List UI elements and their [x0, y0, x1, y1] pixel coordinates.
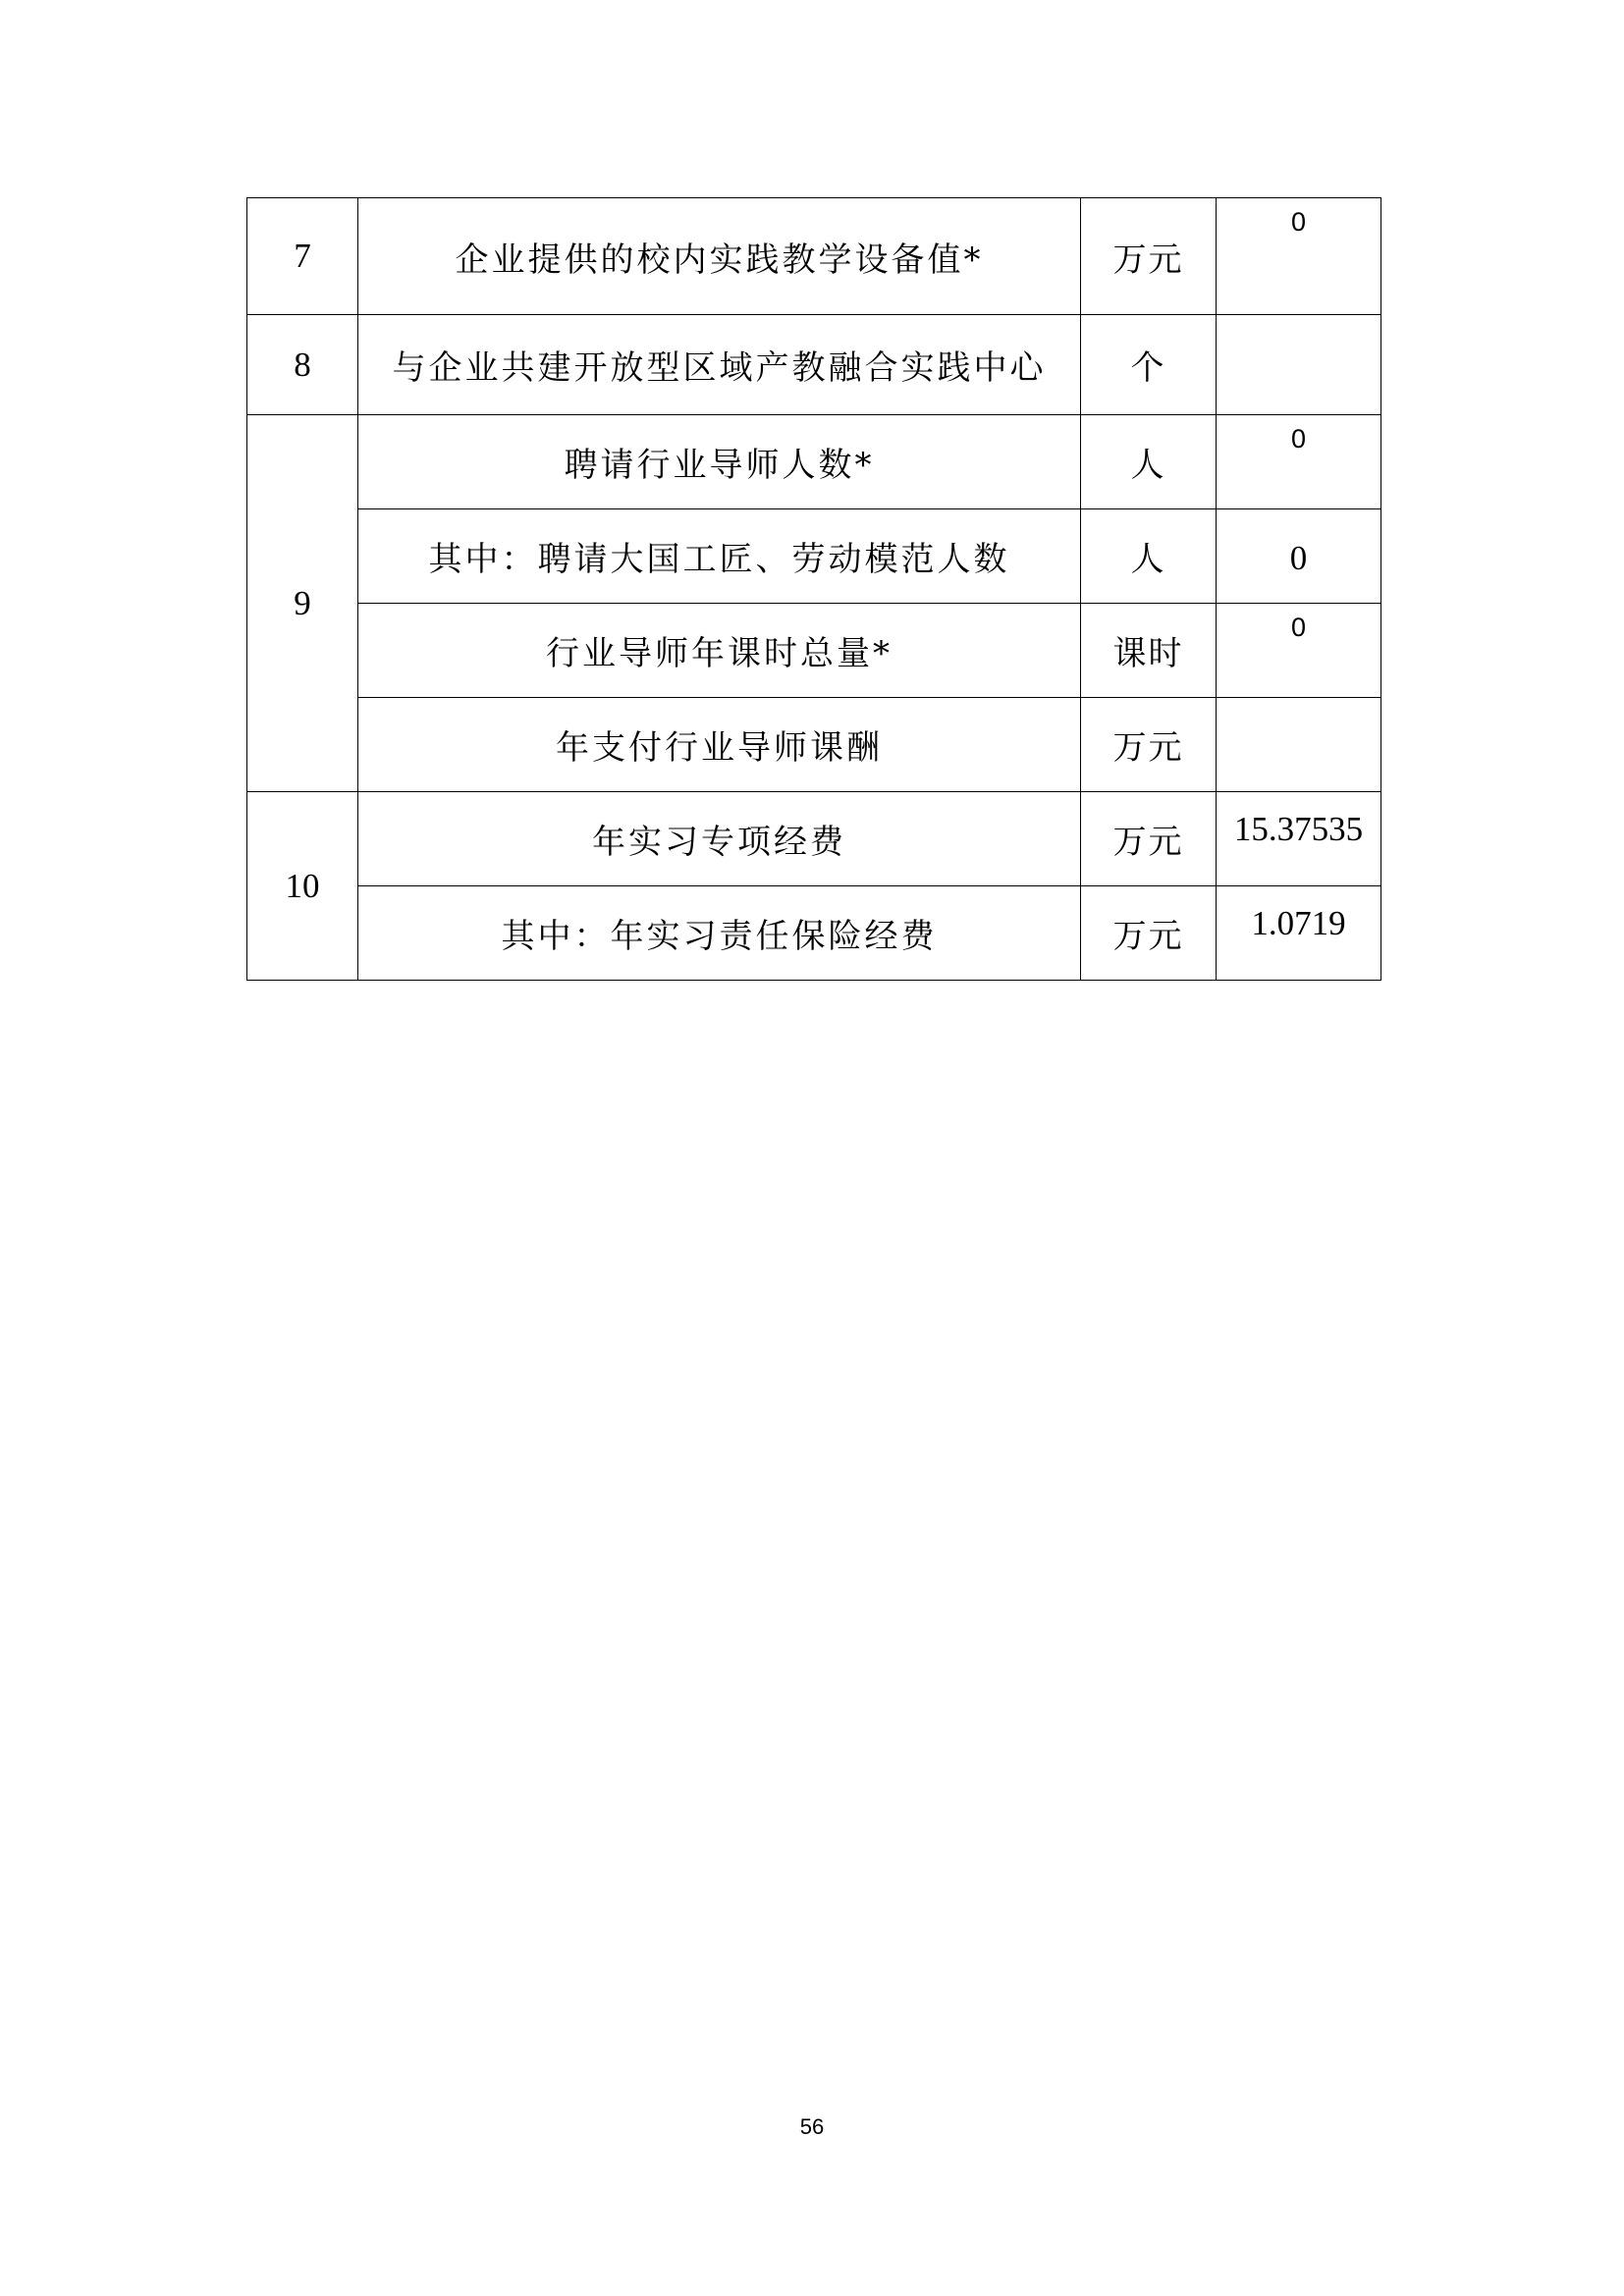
value-cell — [1217, 315, 1381, 415]
page-number: 56 — [799, 2114, 825, 2139]
value: 1.0719 — [1251, 903, 1346, 942]
value-cell — [1217, 604, 1381, 698]
unit: 个 — [1081, 315, 1217, 415]
unit: 万元 — [1081, 698, 1217, 792]
value-cell — [1217, 198, 1381, 315]
value: 0 — [1289, 538, 1308, 577]
item-name: 年支付行业导师课酬 — [358, 698, 1081, 792]
value: 0 — [1290, 207, 1307, 237]
unit: 万元 — [1081, 792, 1217, 886]
row-number: 7 — [247, 198, 358, 315]
value-cell — [1217, 886, 1381, 981]
row-number: 8 — [247, 315, 358, 415]
table-row — [247, 415, 1381, 509]
table-row — [247, 198, 1381, 315]
table-row — [247, 315, 1381, 415]
row-number: 10 — [247, 792, 358, 981]
unit: 人 — [1081, 509, 1217, 604]
data-table — [246, 197, 1381, 981]
value-cell — [1217, 698, 1381, 792]
item-name: 行业导师年课时总量* — [358, 604, 1081, 698]
item-name: 与企业共建开放型区域产教融合实践中心 — [358, 315, 1081, 415]
item-name: 聘请行业导师人数* — [358, 415, 1081, 509]
value: 0 — [1290, 424, 1307, 454]
item-name: 其中：年实习责任保险经费 — [358, 886, 1081, 981]
table-row — [247, 792, 1381, 886]
table-row — [247, 886, 1381, 981]
unit: 人 — [1081, 415, 1217, 509]
table-row — [247, 509, 1381, 604]
value: 15.37535 — [1233, 809, 1364, 848]
value-cell — [1217, 509, 1381, 604]
row-number: 9 — [247, 415, 358, 792]
value-cell — [1217, 792, 1381, 886]
unit: 课时 — [1081, 604, 1217, 698]
item-name: 其中：聘请大国工匠、劳动模范人数 — [358, 509, 1081, 604]
unit: 万元 — [1081, 198, 1217, 315]
item-name: 企业提供的校内实践教学设备值* — [358, 198, 1081, 315]
value-cell — [1217, 415, 1381, 509]
value: 0 — [1290, 613, 1307, 642]
table-row — [247, 698, 1381, 792]
unit: 万元 — [1081, 886, 1217, 981]
item-name: 年实习专项经费 — [358, 792, 1081, 886]
table-row — [247, 604, 1381, 698]
